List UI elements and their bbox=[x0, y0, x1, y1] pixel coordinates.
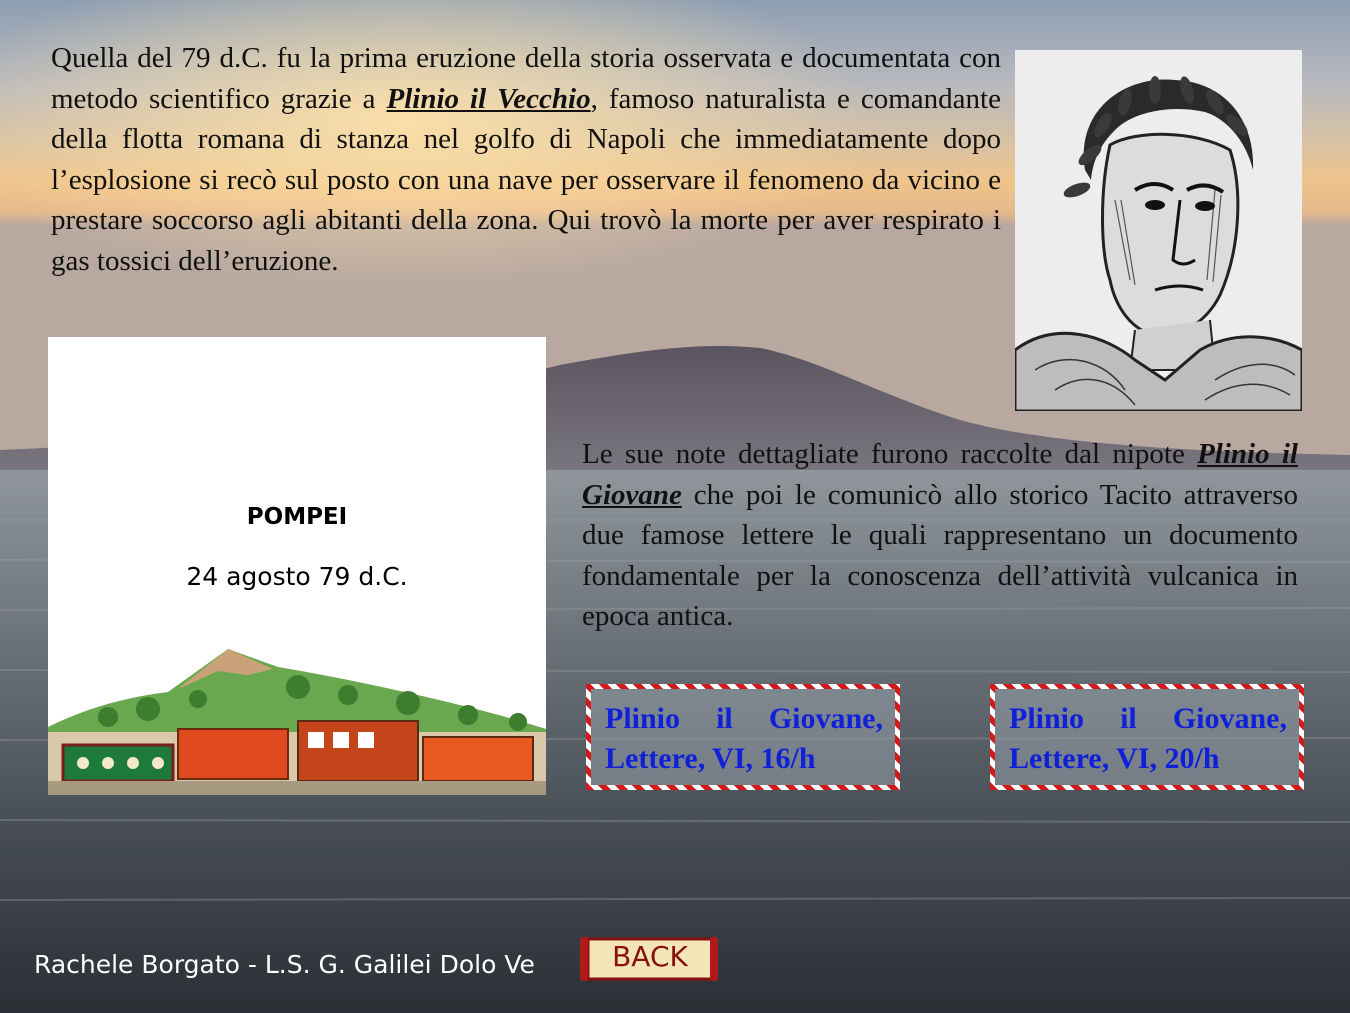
pompei-date: 24 agosto 79 d.C. bbox=[186, 562, 408, 591]
plinio-vecchio-link[interactable]: Plinio il Vecchio bbox=[386, 82, 591, 115]
paragraph2-text-end: che poi le comunicò allo storico Tacito attraverso due famose lettere le quali rappresentano un documento fondamentale per la conoscenza dell’attività vulcanica in epoca antica. bbox=[582, 478, 1298, 632]
pompei-illustration bbox=[48, 337, 546, 795]
lettere-vi-16-label: Plinio il Giovane, Lettere, VI, 16/h bbox=[605, 702, 883, 775]
lettere-vi-20-label: Plinio il Giovane, Lettere, VI, 20/h bbox=[1009, 702, 1287, 775]
back-label: BACK bbox=[612, 940, 688, 973]
paragraph1-text-start: Quella del 79 d.C. fu la prima eruzione della storia osservata e documentata con metodo scientifico grazie a bbox=[51, 42, 1001, 115]
giovane-paragraph bbox=[582, 434, 1298, 637]
lettere-vi-20-button[interactable] bbox=[990, 684, 1304, 790]
paragraph1-text-end: , famoso naturalista e comandante della flotta romana di stanza nel golfo di Napoli che immediatamente dopo l’esplosione si recò sul posto con una nave per osservare il fenomeno da vicino e prestare soccorso agli abitanti della zona. Qui trovò la morte per aver respirato i gas tossici dell’eruzione. bbox=[51, 82, 1001, 277]
paragraph2-text-start: Le sue note dettagliate furono raccolte dal nipote bbox=[582, 438, 1198, 470]
author-credit: Rachele Borgato - L.S. G. Galilei Dolo Ve bbox=[34, 950, 535, 979]
plinio-vecchio-portrait bbox=[1015, 50, 1302, 411]
pompei-town-scene bbox=[48, 637, 546, 795]
pompei-title: POMPEI bbox=[246, 504, 348, 530]
intro-paragraph bbox=[51, 38, 1001, 281]
lettere-vi-16-button[interactable] bbox=[586, 684, 900, 790]
plinio-giovane-link[interactable]: Plinio il Giovane bbox=[582, 438, 1298, 511]
back-button[interactable] bbox=[578, 935, 720, 983]
